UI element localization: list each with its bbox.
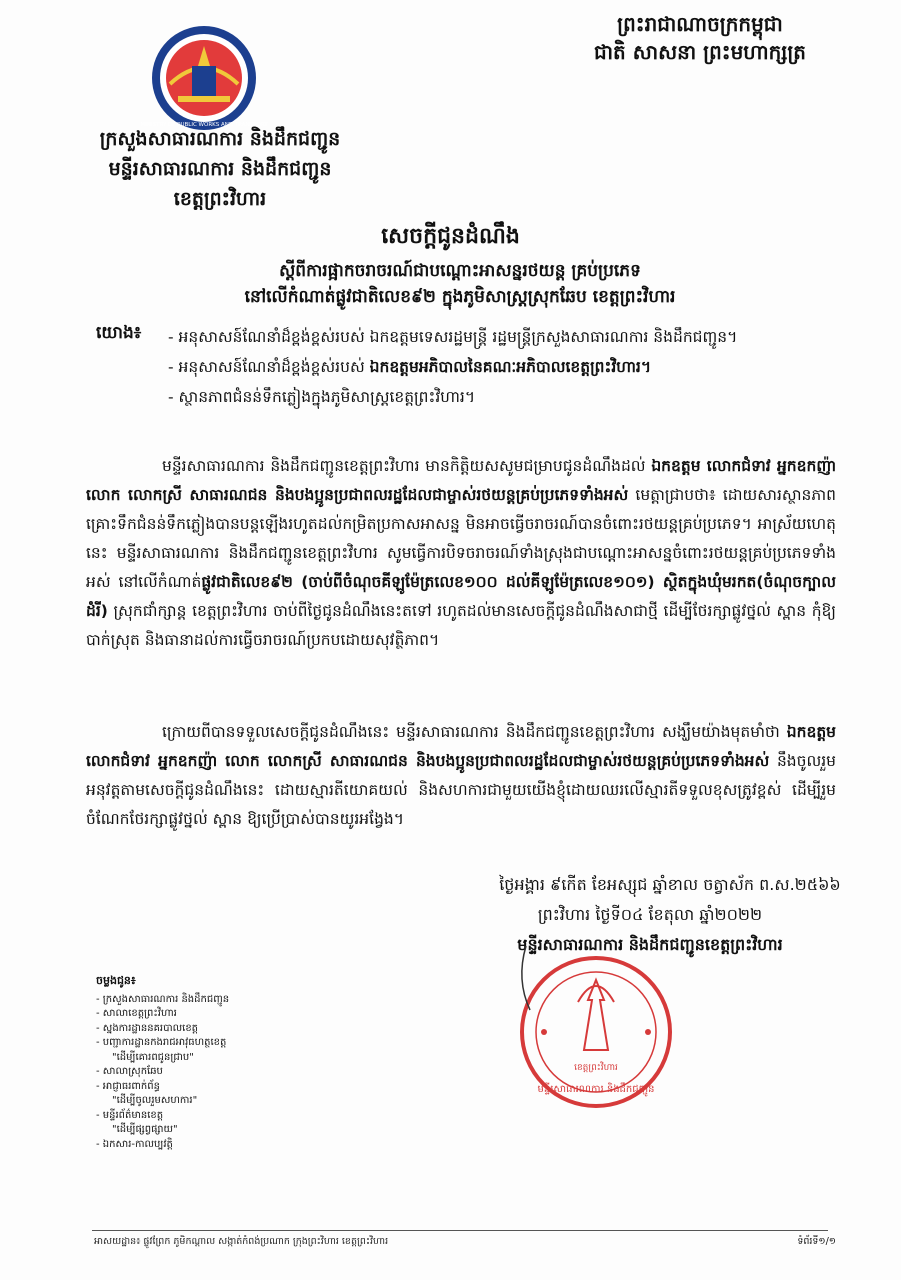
reference-2 bbox=[168, 352, 828, 382]
ministry-line1: ក្រសួងសាធារណការ និងដឹកជញ្ជូន bbox=[99, 128, 341, 150]
recipients-title: ចម្លងជូន៖ bbox=[96, 974, 136, 987]
recipient-item: - សាលាខេត្តព្រះវិហារ bbox=[96, 1007, 356, 1022]
para1-text-b: មេត្តាជ្រាបថា៖ ដោយសារស្ថានភាពគ្រោះទឹកជំនន់ទឹកភ្លៀងបានបន្តឡើងរហូតដល់កម្រិតប្រកាសអាសន្ន មិនអាចធ្វើចរាចរណ៍បានចំពោះរថយន្តគ្រប់ប្រភេទ។ អាស្រ័យហេតុនេះ មន្ទីរសាធារណការ និងដឹកជញ្ជូនខេត្តព្រះវិហារ សូមធ្វើការបិទចរាចរណ៍ទាំងស្រុងជាបណ្តោះអាសន្នចំពោះរថយន្តគ្រប់ប្រភេទទាំងអស់ នៅលើកំណាត់ bbox=[86, 486, 836, 591]
reference-list bbox=[168, 322, 828, 412]
recipient-note: "ដើម្បីគោរពជូនជ្រាប" bbox=[112, 1051, 194, 1063]
recipient-item: - ស្នងការដ្ឋាននគរបាលខេត្ត bbox=[96, 1022, 356, 1037]
document-title: សេចក្តីជូនដំណឹង bbox=[381, 224, 520, 249]
logo-text: MINISTRY OF PUBLIC WORKS AND TRANSPORT bbox=[140, 122, 268, 128]
recipient-item: - បញ្ជាការដ្ឋានកងរាជអាវុធហត្ថខេត្ត bbox=[96, 1036, 356, 1051]
subject-line2: នៅលើកំណាត់ផ្លូវជាតិលេខ៩២ ក្នុងភូមិសាស្ត្រស្រុកឆែប ខេត្តព្រះវិហារ bbox=[244, 287, 676, 307]
ministry-block bbox=[40, 124, 400, 214]
stamp-sub-text: ខេត្តព្រះវិហារ bbox=[574, 1063, 618, 1073]
recipient-item: - សាលាស្រុកឆែប bbox=[96, 1065, 356, 1080]
ministry-logo-icon bbox=[140, 22, 268, 134]
para1-bold-2: ផ្លូវជាតិលេខ៩២ (ចាប់ពីចំណុចគីឡូម៉ែត្រលេខ១០០ ដល់គីឡូម៉ែត្រលេខ១០១) ស្ថិតក្នុងឃុំមរកត(ចំណុចក្បាលដំរី) bbox=[86, 573, 836, 620]
signer-name: មន្ទីរសាធារណការ និងដឹកជញ្ជូនខេត្តព្រះវិហារ bbox=[517, 935, 783, 954]
solar-date: ព្រះវិហារ ថ្ងៃទី០៤ ខែតុលា ឆ្នាំ២០២២ bbox=[537, 905, 763, 924]
paragraph-2 bbox=[86, 718, 836, 834]
document-subject bbox=[40, 258, 880, 310]
ministry-line2: មន្ទីរសាធារណការ និងដឹកជញ្ជូន bbox=[108, 158, 332, 180]
para2-text-a: ក្រោយពីបានទទួលសេចក្តីជូនដំណឹងនេះ មន្ទីរសាធារណការ និងដឹកជញ្ជូនខេត្តព្រះវិហារ សង្ឃឹមយ៉ាងមុតមាំថា bbox=[162, 723, 787, 741]
subject-line1: ស្តីពីការផ្អាកចរាចរណ៍ជាបណ្តោះអាសន្នរថយន្ត គ្រប់ប្រភេទ bbox=[279, 261, 641, 281]
recipient-note: "ដើម្បីចូលរួមសហការ" bbox=[112, 1095, 198, 1106]
footer-address: អាសយដ្ឋាន៖ ផ្លូវព្រែក ភូមិកណ្ដាល សង្កាត់កំពង់ប្រណាក ក្រុងព្រះវិហារ ខេត្តព្រះវិហារ bbox=[94, 1236, 389, 1247]
footer-divider bbox=[92, 1230, 828, 1231]
para2-text-b: នឹងចូលរួមអនុវត្តតាមសេចក្តីជូនដំណឹងនេះ ដោយស្មារតីយោគយល់ និងសហការជាមួយយើងខ្ញុំដោយឈរលើស្មារតីទទួលខុសត្រូវខ្ពស់ ដើម្បីរួមចំណែកថែរក្សាផ្លូវថ្នល់ ស្ពាន ឱ្យប្រើប្រាស់បានយូរអង្វែង។ bbox=[86, 752, 836, 828]
para1-text-c: ស្រុកជាំក្សាន្ត ខេត្តព្រះវិហារ ចាប់ពីថ្ងៃជូនដំណឹងនេះតទៅ រហូតដល់មានសេចក្តីជូនដំណឹងសាជាថ្មី ដើម្បីថែរក្សាផ្លូវថ្នល់ ស្ពាន កុំឱ្យបាក់ស្រុត និងធានាដល់ការធ្វើចរាចរណ៍ប្រកបដោយសុវត្ថិភាព។ bbox=[86, 602, 836, 649]
para1-text-a: មន្ទីរសាធារណការ និងដឹកជញ្ជូនខេត្តព្រះវិហារ មានកិត្តិយសសូមជម្រាបជូនដំណឹងដល់ bbox=[162, 457, 652, 475]
reference-2-bold: ឯកឧត្តមអភិបាលនៃគណៈអភិបាលខេត្តព្រះវិហារ។ bbox=[369, 358, 652, 376]
lunar-date: ថ្ងៃអង្គារ ៩កើត ខែអស្សុជ ឆ្នាំខាល ចត្វាស័ក ព.ស.២៥៦៦ bbox=[499, 875, 841, 894]
recipient-note: "ដើម្បីផ្សព្វផ្សាយ" bbox=[112, 1124, 178, 1135]
recipient-item: - អាជ្ញាធរពាក់ព័ន្ធ bbox=[96, 1080, 356, 1095]
reference-2-text: - អនុសាសន៍ណែនាំដ៏ខ្ពង់ខ្ពស់របស់ bbox=[168, 358, 370, 376]
kingdom-name: ព្រះរាជាណាចក្រកម្ពុជា bbox=[617, 12, 783, 36]
para2-bold: ឯកឧត្តម លោកជំទាវ អ្នកឧកញ៉ា លោក លោកស្រី សាធារណជន និងបងប្អូនប្រជាពលរដ្ឋដែលជាម្ចាស់រថយន្តគ្រប់ប្រភេទទាំងអស់ bbox=[86, 723, 836, 770]
recipients-list bbox=[96, 974, 356, 1152]
paragraph-1 bbox=[86, 452, 836, 655]
reference-label: យោង៖ bbox=[96, 323, 142, 343]
national-motto: ជាតិ សាសនា ព្រះមហាក្សត្រ bbox=[594, 40, 806, 64]
para1-bold-1: ឯកឧត្តម លោកជំទាវ អ្នកឧកញ៉ា លោក លោកស្រី សាធារណជន និងបងប្អូនប្រជាពលរដ្ឋដែលជាម្ចាស់រថយន្តគ្រប់ប្រភេទទាំងអស់ bbox=[86, 457, 836, 504]
reference-3: - ស្ថានភាពជំនន់ទឹកភ្លៀងក្នុងភូមិសាស្ត្រខេត្តព្រះវិហារ។ bbox=[168, 388, 476, 406]
page-number: ទំព័រទី១/១ bbox=[797, 1236, 836, 1247]
reference-1: - អនុសាសន៍ណែនាំដ៏ខ្ពង់ខ្ពស់របស់ ឯកឧត្តមទេសរដ្ឋមន្ត្រី រដ្ឋមន្ត្រីក្រសួងសាធារណការ និងដឹកជញ្ជូន។ bbox=[168, 328, 738, 346]
official-stamp-icon bbox=[486, 940, 706, 1110]
ministry-line3: ខេត្តព្រះវិហារ bbox=[173, 188, 267, 210]
recipient-item: - មន្ទីរព័ត៌មានខេត្ត bbox=[96, 1109, 356, 1124]
recipient-item: - ឯកសារ-កាលប្បវត្តិ bbox=[96, 1138, 356, 1153]
recipient-item: - ក្រសួងសាធារណការ និងដឹកជញ្ជូន bbox=[96, 993, 356, 1008]
stamp-text: មន្ទីរសាធារណការ និងដឹកជញ្ជូន bbox=[537, 1084, 655, 1095]
kingdom-header bbox=[520, 10, 880, 66]
